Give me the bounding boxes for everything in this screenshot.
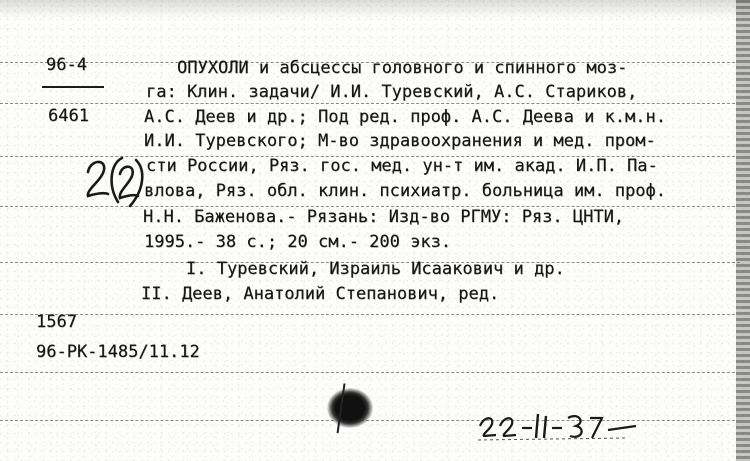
ruled-line [0,103,740,104]
ruled-line [0,372,740,373]
description-line: Н.Н. Баженова.- Рязань: Изд-во РГМУ: Ряз. ЦНТИ, [143,207,625,227]
date-stamp-icon [476,402,656,442]
registry-number: 96-РК-1485/11.12 [36,342,200,362]
description-line: 1995.- 38 с.; 20 см.- 200 экз. [144,232,452,252]
handwritten-mark-icon [78,150,148,220]
shelf-mark-divider [42,86,104,88]
description-line: га: Клин. задачи/ И.И. Туревский, А.С. Стариков, [146,82,638,102]
description-line: ОПУХОЛИ и абсцессы головного и спинного моз- [177,58,628,78]
description-line: сти России, Ряз. гос. мед. ун-т им. акад. И.П. Па- [146,156,658,176]
tracing-line: II. Деев, Анатолий Степанович, ред. [141,284,500,304]
shelf-mark-bottom: 6461 [48,106,89,126]
description-line: А.С. Деев и др.; Под ред. проф. А.С. Деева и к.м.н. [144,107,666,127]
description-line: И.И. Туревского; М-во здравоохранения и мед. пром- [144,131,656,151]
ruled-line [0,314,740,315]
shelf-mark-top: 96-4 [46,55,87,75]
description-line: влова, Ряз. обл. клин. психиатр. больница им. проф. [144,181,666,201]
tracing-line: I. Туревский, Израиль Исаакович и др. [186,259,565,279]
card-right-edge [736,0,750,461]
card-top-shadow [0,0,750,18]
accession-number: 1567 [36,312,77,332]
